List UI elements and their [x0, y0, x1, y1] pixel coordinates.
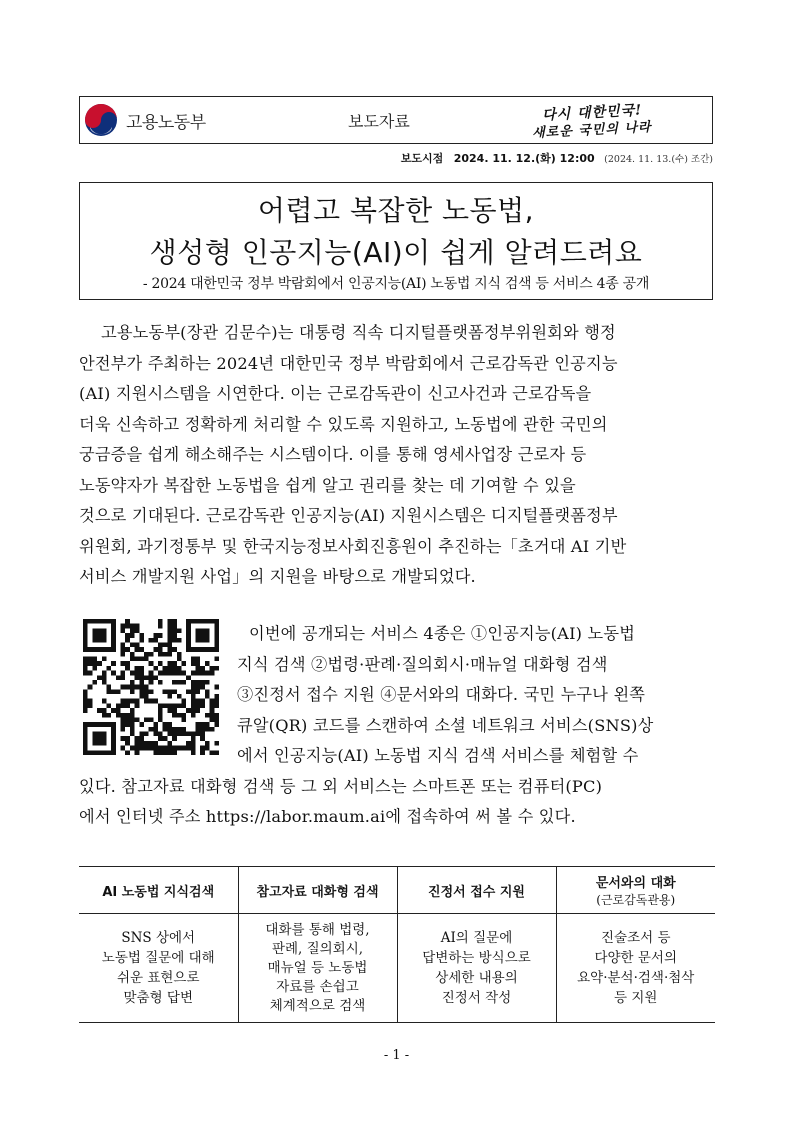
- slogan-line-1: 다시 대한민국!: [541, 102, 643, 124]
- paragraph-line: 지식 검색 ②법령·판례·질의회시·매뉴얼 대화형 검색: [237, 654, 608, 674]
- header-subtitle: (근로감독관용): [596, 893, 676, 907]
- header-title: AI 노동법 지식검색: [102, 884, 215, 900]
- paragraph-line: 것으로 기대된다. 근로감독관 인공지능(AI) 지원시스템은 디지털플랫폼정부: [79, 506, 618, 525]
- paragraph-line: 안전부가 주최하는 2024년 대한민국 정부 박람회에서 근로감독관 인공지능: [79, 353, 618, 373]
- header-title: 진정서 접수 지원: [428, 884, 525, 900]
- paragraph-line: 큐알(QR) 코드를 스캔하여 소셜 네트워크 서비스(SNS)상: [237, 715, 654, 735]
- paragraph-line: 이번에 공개되는 서비스 4종은 ①인공지능(AI) 노동법: [249, 624, 636, 643]
- cell-line: 답변하는 방식으로: [422, 950, 531, 966]
- slogan-handwriting: [526, 100, 708, 140]
- paragraph-line: (AI) 지원시스템을 시연한다. 이는 근로감독관이 신고사건과 근로감독을: [79, 384, 592, 403]
- table-cell: [556, 914, 715, 1023]
- cell-line: 등 지원: [614, 990, 658, 1006]
- table-cell: [397, 914, 556, 1023]
- headline-line-1: 어렵고 복잡한 노동법,: [257, 194, 535, 227]
- cell-line: 맞춤형 답변: [123, 990, 193, 1006]
- cell-line: 진술조서 등: [601, 930, 671, 946]
- cell-line: 쉬운 표현으로: [116, 970, 200, 986]
- body-paragraph-2: [79, 619, 715, 833]
- paragraph-line: 있다. 참고자료 대화형 검색 등 그 외 서비스는 스마트폰 또는 컴퓨터(PC): [79, 776, 603, 796]
- table-header: [556, 867, 715, 914]
- cell-line: SNS 상에서: [121, 930, 196, 946]
- headline-line-2: 생성형 인공지능(AI)이 쉽게 알려드려요: [149, 236, 643, 269]
- agency-name: 고용노동부: [126, 112, 206, 133]
- cell-line: 진정서 작성: [441, 990, 512, 1006]
- cell-line: 자료를 손쉽고: [276, 978, 359, 995]
- cell-line: 판례, 질의회시,: [271, 940, 364, 957]
- taegeuk-emblem-icon: [84, 103, 118, 137]
- press-header: [79, 96, 713, 144]
- paragraph-line: ③진정서 접수 지원 ④문서와의 대화다. 국민 누구나 왼쪽: [237, 685, 646, 704]
- cell-line: 노동법 질문에 대해: [101, 950, 215, 966]
- cell-line: 매뉴얼 등 노동법: [267, 959, 368, 976]
- slogan-line-2: 새로운 국민의 나라: [531, 119, 652, 142]
- paragraph-line: 에서 인터넷 주소 https://labor.maum.ai에 접속하여 써 볼 수 있다.: [79, 807, 576, 826]
- release-time-value: 2024. 11. 12.(화) 12:00: [453, 152, 595, 165]
- table-header: [79, 867, 238, 914]
- cell-line: 대화를 통해 법령,: [265, 921, 370, 938]
- release-time-label: 보도시점: [400, 152, 444, 165]
- cell-line: AI의 질문에: [440, 930, 513, 946]
- table-header: [397, 867, 556, 914]
- body-paragraph-1: [79, 318, 715, 593]
- cell-line: 상세한 내용의: [435, 970, 518, 986]
- table-cell: [79, 914, 238, 1023]
- agency-logo: [84, 103, 206, 137]
- release-time: [330, 150, 713, 166]
- paragraph-line: 궁금증을 쉽게 해소해주는 시스템이다. 이를 통해 영세사업장 근로자 등: [79, 445, 587, 464]
- table-header-row: [79, 867, 715, 914]
- cell-line: 체계적으로 검색: [269, 997, 366, 1014]
- page-number: - 1 -: [383, 1048, 410, 1063]
- paragraph-line: 더욱 신속하고 정확하게 처리할 수 있도록 지원하고, 노동법에 관한 국민의: [79, 414, 608, 434]
- headline-box: [79, 182, 713, 300]
- headline-subtitle: - 2024 대한민국 정부 박람회에서 인공지능(AI) 노동법 지식 검색 등 서비스 4종 공개: [142, 276, 650, 292]
- table-row: [79, 914, 715, 1023]
- services-table: [79, 866, 715, 1023]
- paragraph-line: 서비스 개발지원 사업」의 지원을 바탕으로 개발되었다.: [79, 567, 476, 586]
- paragraph-line: 노동약자가 복잡한 노동법을 쉽게 알고 권리를 찾는 데 기여할 수 있을: [79, 475, 576, 495]
- paragraph-line: 위원회, 과기정통부 및 한국지능정보사회진흥원이 추진하는「초거대 AI 기반: [79, 536, 627, 556]
- header-title: 문서와의 대화: [595, 876, 676, 891]
- document-type: 보도자료: [348, 112, 410, 131]
- table-header: [238, 867, 397, 914]
- header-title: 참고자료 대화형 검색: [256, 884, 379, 900]
- cell-line: 다양한 문서의: [594, 950, 678, 966]
- release-embargo: (2024. 11. 13.(수) 조간): [604, 154, 713, 165]
- cell-line: 요약·분석·검색·첨삭: [577, 970, 695, 986]
- paragraph-line: 에서 인공지능(AI) 노동법 지식 검색 서비스를 체험할 수: [237, 746, 639, 765]
- table-cell: [238, 914, 397, 1023]
- paragraph-line: 고용노동부(장관 김문수)는 대통령 직속 디지털플랫폼정부위원회와 행정: [101, 323, 616, 342]
